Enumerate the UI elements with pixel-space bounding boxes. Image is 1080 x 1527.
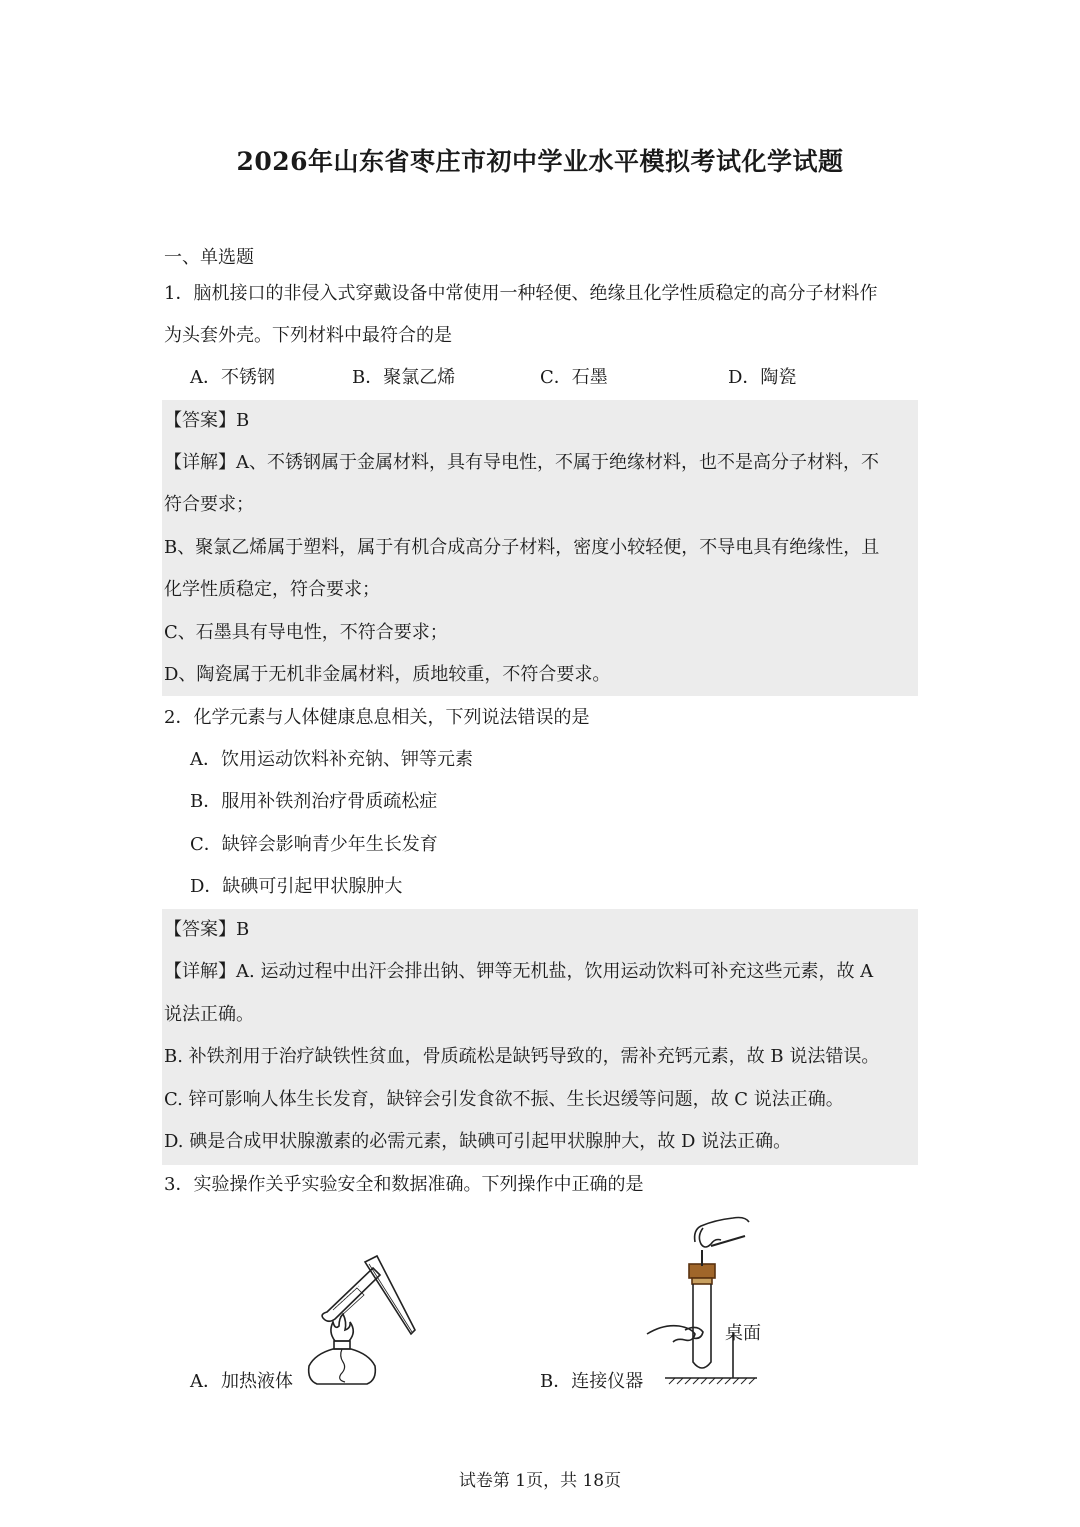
q3-stem: 3．实验操作关乎实验安全和数据准确。下列操作中正确的是 <box>164 1174 644 1195</box>
q2-answer: 【答案】B <box>164 919 250 940</box>
q2-answer-box <box>162 909 918 1165</box>
q1-stem-line1: 1．脑机接口的非侵入式穿戴设备中常使用一种轻便、绝缘且化学性质稳定的高分子材料作 <box>164 283 878 304</box>
q1-stem-line2: 为头套外壳。下列材料中最符合的是 <box>164 325 452 346</box>
q2-detail-line: C. 锌可影响人体生长发育，缺锌会引发食欲不振、生长迟缓等问题，故 C 说法正确。 <box>164 1089 844 1110</box>
q1-detail-line: 符合要求； <box>164 494 254 515</box>
q2-option-a: A．饮用运动饮料补充钠、钾等元素 <box>190 749 473 770</box>
q3-option-a: A．加热液体 <box>190 1371 293 1392</box>
q1-option-d: D．陶瓷 <box>728 367 797 388</box>
q2-detail-line: B. 补铁剂用于治疗缺铁性贫血，骨质疏松是缺钙导致的，需补充钙元素，故 B 说法错误。 <box>164 1046 880 1067</box>
page-title: 2026年山东省枣庄市初中学业水平模拟考试化学试题 <box>236 147 844 176</box>
q2-detail-line: 说法正确。 <box>164 1004 254 1025</box>
q3-option-b: B．连接仪器 <box>540 1371 644 1392</box>
q2-option-d: D．缺碘可引起甲状腺肿大 <box>190 876 403 897</box>
q1-detail-line: B、聚氯乙烯属于塑料，属于有机合成高分子材料，密度小较轻便，不导电具有绝缘性，且 <box>164 537 880 558</box>
section-heading: 一、单选题 <box>164 247 254 268</box>
heating-liquid-figure <box>295 1248 435 1393</box>
q1-answer: 【答案】B <box>164 410 250 431</box>
q2-option-c: C．缺锌会影响青少年生长发育 <box>190 834 438 855</box>
q1-detail-line: 【详解】A、不锈钢属于金属材料，具有导电性，不属于绝缘材料，也不是高分子材料，不 <box>164 452 879 473</box>
q1-option-c: C．石墨 <box>540 367 608 388</box>
connecting-apparatus-figure <box>645 1212 775 1392</box>
page-footer: 试卷第 1页，共 18页 <box>458 1471 622 1491</box>
q1-option-b: B．聚氯乙烯 <box>352 367 456 388</box>
q1-detail-line: 化学性质稳定，符合要求； <box>164 579 380 600</box>
q2-option-b: B．服用补铁剂治疗骨质疏松症 <box>190 791 438 812</box>
q2-detail-line: 【详解】A. 运动过程中出汗会排出钠、钾等无机盐，饮用运动饮料可补充这些元素，故 A <box>164 961 874 982</box>
q1-detail-line: D、陶瓷属于无机非金属材料，质地较重，不符合要求。 <box>164 664 611 685</box>
desk-label: 桌面 <box>725 1323 761 1344</box>
q1-option-a: A．不锈钢 <box>190 367 275 388</box>
q1-detail-line: C、石墨具有导电性，不符合要求； <box>164 622 448 643</box>
q2-detail-line: D. 碘是合成甲状腺激素的必需元素，缺碘可引起甲状腺肿大，故 D 说法正确。 <box>164 1131 792 1152</box>
q2-stem: 2．化学元素与人体健康息息相关，下列说法错误的是 <box>164 707 590 728</box>
